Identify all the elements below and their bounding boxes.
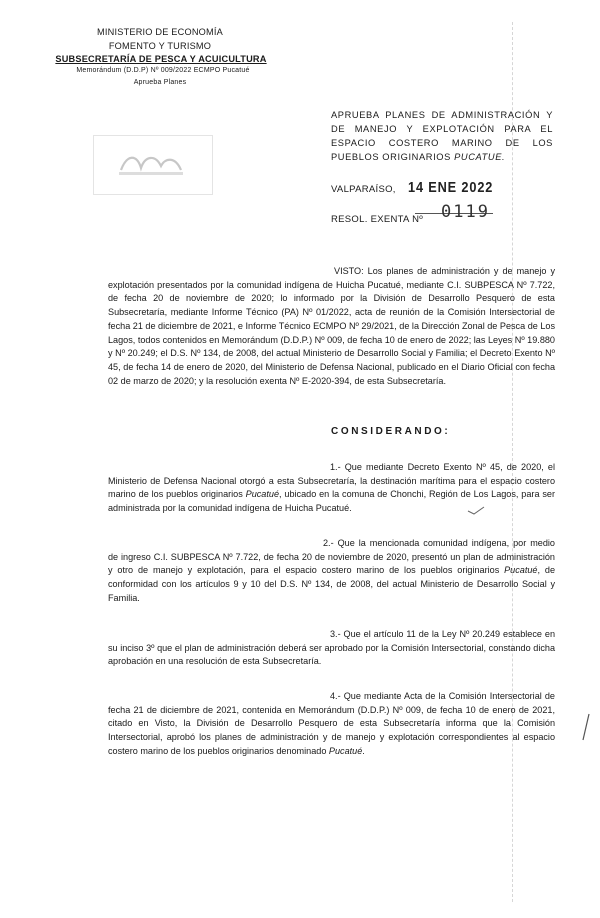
considerando-heading: CONSIDERANDO: <box>331 426 451 437</box>
item-4-lead: 4.- Que mediante Acta de la Comisión <box>330 691 487 701</box>
resolution-title <box>331 108 553 164</box>
item-4-text: Intersectorial de fecha 21 de diciembre de 2021, contenida en Memorándum (D.D.P.) Nº 009, de fecha 10 de enero de 2021, citado en Visto, la División de Desarrollo Pesquero de esta Subsecretaría informa que la Comisión Intersectorial, aprobó los planes de administración y de manejo y explotación correspondientes al espacio costero marino de los pueblos originarios denominado <box>108 691 555 756</box>
item-1-place: Pucatué <box>245 489 280 500</box>
title-place-name: PUCATUE. <box>454 152 506 162</box>
city-label: VALPARAÍSO, <box>331 184 396 195</box>
memo-reference: Memorándum (D.D.P) Nº 009/2022 ECMPO Pucatué <box>76 67 250 74</box>
visto-text: Los planes de administración y de manejo y explotación presentados por la comunidad indígena de Huicha Pucatué, mediante C.I. SUBPESCA Nº 7.722, de fecha 20 de noviembre de 2020; lo informado por la División de Desarrollo Pesquero de esta Subsecretaría, mediante Informe Técnico (PA) Nº 01/2022, acta de reunión de la Comisión Intersectorial de fecha 21 de diciembre de 2021, e Informe Técnico ECMPO Nº 29/2021, de la Dirección Zonal de Pesca de Los Lagos, todos contenidos en Memorándum (D.D.P.) Nº 009, de fecha 10 de enero de 2022; las Leyes Nº 19.880 y Nº 20.249; el D.S. Nº 134, de 2008, del actual Ministerio de Desarrollo Social y Familia; el Decreto Exento Nº 45, de fecha 14 de enero de 2020, del Ministerio de Defensa Nacional, publicado en el Diario Oficial con fecha 02 de marzo de 2020; y la resolución exenta Nº E-2020-394, de esta Subsecretaría. <box>108 266 555 386</box>
resol-label: RESOL. EXENTA Nº <box>331 214 424 225</box>
item-1-lead: 1.- Que mediante Decreto Exento Nº 45, de <box>330 462 517 472</box>
item-2-lead: 2.- Que la mencionada comunidad indígena, por <box>323 538 527 548</box>
margin-check-mark-icon <box>466 504 496 516</box>
considerando-item-4 <box>108 690 555 759</box>
item-1-text: 2020, el Ministerio de Defensa Nacional otorgó a esta Subsecretaría, la destinación marítima para el espacio costero marino de los pueblos originarios <box>108 462 555 500</box>
subsecretaria-line: SUBSECRETARÍA DE PESCA Y ACUICULTURA <box>55 54 267 64</box>
visto-paragraph <box>108 265 555 388</box>
ministry-line-2: FOMENTO Y TURISMO <box>108 41 212 51</box>
official-seal-stamp <box>93 135 213 195</box>
item-3-lead: 3.- Que el artículo 11 de la Ley Nº 20.249 <box>330 629 501 639</box>
considerando-item-3 <box>108 628 555 669</box>
visto-label: VISTO: <box>334 266 364 276</box>
item-3-text: establece en su inciso 3º que el plan de administración deberá ser aprobado por la Comisión Intersectorial, constando dicha aprobación en una resolución de esta Subsecretaría. <box>108 629 556 667</box>
item-1-text-end: , ubicado en la comuna de Chonchi, Región de Los Lagos, para ser administrada por la comunidad indígena de Huicha Pucatué. <box>108 489 555 514</box>
resol-number: 0119 <box>441 202 490 222</box>
header-subject: Aprueba Planes <box>133 79 187 86</box>
ministry-line: MINISTERIO DE ECONOMÍA <box>97 27 223 37</box>
item-4-text-end: . <box>362 745 365 756</box>
item-2-text: medio de ingreso C.I. SUBPESCA Nº 7.722, de fecha 20 de noviembre de 2020, presentó un plan de administración y otro de manejo y explotación, para el espacio costero marino de los pueblos originarios <box>108 538 555 576</box>
resolution-title-text: APRUEBA PLANES DE ADMINISTRACIÓN Y DE MANEJO Y EXPLOTACIÓN PARA EL ESPACIO COSTERO MARINO DE LOS PUEBLOS ORIGINARIOS <box>331 110 553 162</box>
margin-slash-mark-icon <box>580 712 592 742</box>
considerando-item-2 <box>108 537 555 606</box>
item-2-place: Pucatué <box>504 565 538 576</box>
item-2-text-end: , de conformidad con los artículos 9 y 10 del D.S. Nº 134, de 2008, del actual Ministerio de Desarrollo Social y Familia. <box>108 565 555 603</box>
date-stamp: 14 ENE 2022 <box>408 179 494 196</box>
item-4-place: Pucatué <box>328 745 363 756</box>
seal-mark-icon <box>117 150 185 178</box>
